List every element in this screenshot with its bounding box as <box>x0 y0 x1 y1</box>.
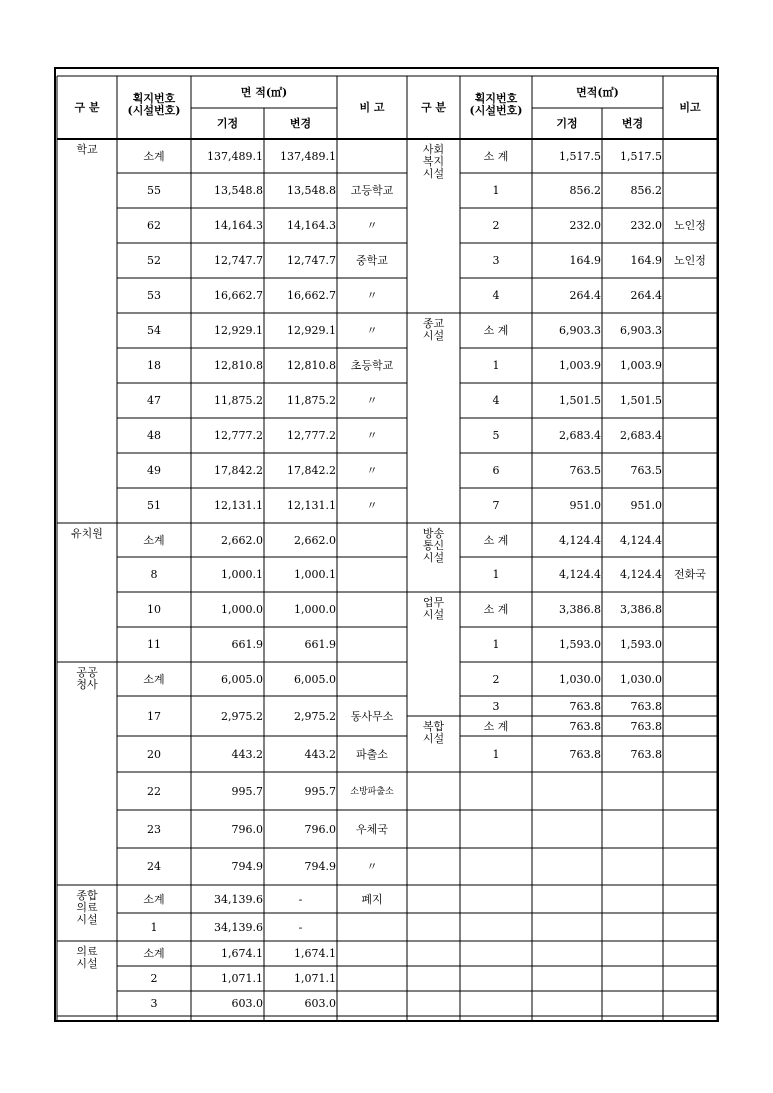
right-row-existing: 232.0 <box>569 219 601 232</box>
left-row-no: 1 <box>150 920 158 934</box>
left-row-existing: 12,777.2 <box>214 429 263 442</box>
left-row-changed: 11,875.2 <box>287 394 336 407</box>
left-row-existing: 16,662.7 <box>214 289 263 302</box>
left-row-changed: 17,842.2 <box>287 464 336 477</box>
right-row-no: 7 <box>492 499 500 512</box>
right-group-name: 방송 통신 시설 <box>422 527 445 564</box>
left-row-existing: 6,005.0 <box>221 672 263 686</box>
left-row-existing: 443.2 <box>231 747 263 761</box>
right-row-existing: 951.0 <box>569 499 601 512</box>
right-row-changed: 4,124.4 <box>620 533 662 547</box>
right-row-no: 2 <box>492 219 500 232</box>
left-row-existing: 13,548.8 <box>214 184 263 197</box>
right-row-changed: 232.0 <box>630 219 662 232</box>
left-row-changed: 14,164.3 <box>287 219 336 232</box>
header-hoekji-left: 획지번호 (시설번호) <box>127 92 181 117</box>
right-row-no: 소 계 <box>483 603 509 616</box>
right-row-no: 4 <box>492 394 500 407</box>
left-row-note: 우체국 <box>356 822 388 836</box>
left-row-changed: 661.9 <box>304 638 336 651</box>
left-row-no: 51 <box>147 499 161 512</box>
right-row-changed: 763.8 <box>630 719 662 733</box>
left-row-existing: 1,000.0 <box>221 603 263 616</box>
left-row-changed: 16,662.7 <box>287 289 336 302</box>
left-row-no: 22 <box>147 784 161 798</box>
left-row-no: 8 <box>150 568 158 581</box>
right-row-changed: 3,386.8 <box>620 603 662 616</box>
right-row-changed: 951.0 <box>630 499 662 512</box>
right-row-no: 3 <box>492 699 500 713</box>
left-row-existing: 796.0 <box>231 822 263 836</box>
header-hoekji-right: 획지번호 (시설번호) <box>469 92 523 117</box>
left-row-changed: 603.0 <box>304 997 336 1010</box>
left-row-note: 〃 <box>366 464 378 477</box>
right-row-changed: 856.2 <box>630 184 662 197</box>
left-row-changed: 443.2 <box>304 747 336 761</box>
left-row-changed: 2,662.0 <box>294 533 336 547</box>
right-row-existing: 264.4 <box>569 289 601 302</box>
left-row-note: 소방파출소 <box>350 786 394 797</box>
left-row-changed: 137,489.1 <box>280 149 336 163</box>
left-row-no: 53 <box>147 289 161 302</box>
header-bigo-left: 비 고 <box>359 101 385 114</box>
left-row-note: 초등학교 <box>350 359 394 372</box>
left-row-note: 고등학교 <box>350 184 394 197</box>
right-row-existing: 4,124.4 <box>559 533 601 547</box>
right-row-changed: 1,593.0 <box>620 638 662 651</box>
right-row-existing: 1,593.0 <box>559 638 601 651</box>
left-row-no: 52 <box>147 254 161 267</box>
right-group-name: 업무 시설 <box>422 596 445 621</box>
left-row-existing: 137,489.1 <box>207 149 263 163</box>
left-row-changed: 12,810.8 <box>287 359 336 372</box>
right-row-no: 3 <box>492 254 500 267</box>
right-row-no: 소 계 <box>483 149 509 163</box>
header-area-left: 면 적(㎡) <box>240 86 288 99</box>
right-row-no: 5 <box>492 429 500 442</box>
right-row-existing: 6,903.3 <box>559 324 601 337</box>
left-row-existing: 1,674.1 <box>221 947 263 960</box>
left-row-existing: 17,842.2 <box>214 464 263 477</box>
left-row-no: 3 <box>150 997 158 1010</box>
left-row-no: 2 <box>150 972 158 985</box>
left-row-no: 54 <box>147 324 161 337</box>
left-row-no: 소계 <box>143 947 165 960</box>
right-group-name: 사회 복지 시설 <box>422 143 445 180</box>
right-row-no: 1 <box>492 359 500 372</box>
left-row-no: 62 <box>147 219 161 232</box>
left-row-no: 11 <box>147 638 161 651</box>
right-row-existing: 763.8 <box>569 699 601 713</box>
header-gubun-right: 구 분 <box>420 101 447 114</box>
left-group-name: 학교 <box>76 143 98 156</box>
right-row-note: 전화국 <box>674 568 706 581</box>
left-row-changed: - <box>298 920 303 934</box>
right-row-changed: 164.9 <box>630 254 662 267</box>
right-row-no: 4 <box>492 289 500 302</box>
right-row-changed: 6,903.3 <box>620 324 662 337</box>
left-row-note: 〃 <box>366 394 378 407</box>
right-row-changed: 264.4 <box>630 289 662 302</box>
right-row-no: 1 <box>492 184 500 197</box>
left-row-changed: 12,929.1 <box>287 324 336 337</box>
left-row-changed: 1,000.0 <box>294 603 336 616</box>
right-row-note: 노인정 <box>674 219 706 232</box>
right-row-changed: 1,003.9 <box>620 359 662 372</box>
right-row-changed: 1,501.5 <box>620 394 662 407</box>
left-row-changed: 1,071.1 <box>294 972 336 985</box>
left-row-existing: 794.9 <box>231 860 263 873</box>
left-row-existing: 2,662.0 <box>221 533 263 547</box>
left-group-name: 공공 청사 <box>76 666 98 691</box>
left-row-existing: 34,139.6 <box>214 892 263 906</box>
right-group-name: 종교 시설 <box>422 317 445 342</box>
left-row-existing: 1,000.1 <box>221 568 263 581</box>
left-row-note: 〃 <box>366 860 378 873</box>
left-row-changed: 794.9 <box>304 860 336 873</box>
left-row-no: 10 <box>147 603 161 616</box>
left-group-name: 의료 시설 <box>76 945 98 970</box>
left-row-note: 동사무소 <box>350 709 394 723</box>
left-row-no: 24 <box>147 860 161 873</box>
left-row-changed: 2,975.2 <box>294 709 336 723</box>
right-row-no: 1 <box>492 568 500 581</box>
left-row-no: 48 <box>147 429 161 442</box>
left-row-existing: 11,875.2 <box>214 394 263 407</box>
right-row-existing: 3,386.8 <box>559 603 601 616</box>
right-row-no: 소 계 <box>483 533 509 547</box>
right-row-existing: 1,030.0 <box>559 672 601 686</box>
left-group-name: 유치원 <box>71 527 103 540</box>
left-row-existing: 603.0 <box>231 997 263 1010</box>
header-area-right: 면적(㎡) <box>576 86 619 99</box>
left-row-no: 18 <box>147 359 161 372</box>
left-row-existing: 661.9 <box>231 638 263 651</box>
header-existing-left: 기정 <box>216 117 239 130</box>
left-row-no: 49 <box>147 464 161 477</box>
left-row-no: 23 <box>147 822 161 836</box>
left-group-name: 종합 의료 시설 <box>76 889 98 926</box>
left-row-existing: 12,810.8 <box>214 359 263 372</box>
left-row-note: 파출소 <box>356 747 388 761</box>
right-row-existing: 1,517.5 <box>559 149 601 163</box>
left-row-note: 〃 <box>366 289 378 302</box>
left-row-changed: 12,131.1 <box>287 499 336 512</box>
right-row-existing: 164.9 <box>569 254 601 267</box>
right-row-changed: 2,683.4 <box>620 429 662 442</box>
right-row-existing: 856.2 <box>569 184 601 197</box>
left-row-note: 폐지 <box>361 892 383 906</box>
right-row-existing: 2,683.4 <box>559 429 601 442</box>
left-row-no: 47 <box>147 394 161 407</box>
left-row-note: 〃 <box>366 499 378 512</box>
right-row-existing: 1,501.5 <box>559 394 601 407</box>
left-row-no: 17 <box>147 709 161 723</box>
left-row-no: 소계 <box>143 149 165 163</box>
header-bigo-right: 비고 <box>679 101 701 114</box>
left-row-note: 〃 <box>366 429 378 442</box>
right-row-changed: 763.5 <box>630 464 662 477</box>
right-row-no: 소 계 <box>483 719 509 733</box>
left-row-changed: 12,777.2 <box>287 429 336 442</box>
right-row-changed: 1,517.5 <box>620 149 662 163</box>
left-row-existing: 34,139.6 <box>214 920 263 934</box>
left-row-changed: 1,000.1 <box>294 568 336 581</box>
left-row-no: 소계 <box>143 892 165 906</box>
left-row-changed: - <box>298 892 303 906</box>
left-row-existing: 1,071.1 <box>221 972 263 985</box>
right-row-changed: 4,124.4 <box>620 568 662 581</box>
left-row-changed: 796.0 <box>304 822 336 836</box>
left-row-no: 소계 <box>143 533 165 547</box>
left-row-no: 55 <box>147 184 161 197</box>
left-row-changed: 995.7 <box>304 784 336 798</box>
left-row-existing: 995.7 <box>231 784 263 798</box>
header-gubun-left: 구 분 <box>74 101 100 114</box>
right-row-existing: 1,003.9 <box>559 359 601 372</box>
right-row-no: 6 <box>492 464 500 477</box>
right-row-changed: 1,030.0 <box>620 672 662 686</box>
header-existing-right: 기정 <box>556 117 578 130</box>
left-row-changed: 6,005.0 <box>294 672 336 686</box>
left-row-existing: 12,929.1 <box>214 324 263 337</box>
header-changed-right: 변경 <box>621 117 644 130</box>
left-row-existing: 14,164.3 <box>214 219 263 232</box>
left-row-existing: 12,131.1 <box>214 499 263 512</box>
right-row-no: 1 <box>492 638 500 651</box>
left-row-changed: 13,548.8 <box>287 184 336 197</box>
left-row-changed: 1,674.1 <box>294 947 336 960</box>
right-row-existing: 763.8 <box>569 747 601 761</box>
right-group-name: 복합 시설 <box>422 720 445 745</box>
right-row-no: 1 <box>492 747 500 761</box>
right-row-existing: 763.8 <box>569 719 601 733</box>
right-row-changed: 763.8 <box>630 747 662 761</box>
right-row-no: 소 계 <box>483 324 509 337</box>
left-row-changed: 12,747.7 <box>287 254 336 267</box>
left-row-existing: 2,975.2 <box>221 709 263 723</box>
right-row-note: 노인정 <box>674 254 706 267</box>
left-row-note: 중학교 <box>356 254 388 267</box>
left-row-note: 〃 <box>366 324 378 337</box>
header-changed-left: 변경 <box>289 117 312 130</box>
right-row-changed: 763.8 <box>630 699 662 713</box>
left-row-no: 소계 <box>143 672 165 686</box>
right-row-no: 2 <box>492 672 500 686</box>
right-row-existing: 763.5 <box>569 464 601 477</box>
left-row-note: 〃 <box>366 219 378 232</box>
left-row-no: 20 <box>147 747 161 761</box>
left-row-existing: 12,747.7 <box>214 254 263 267</box>
right-row-existing: 4,124.4 <box>559 568 601 581</box>
